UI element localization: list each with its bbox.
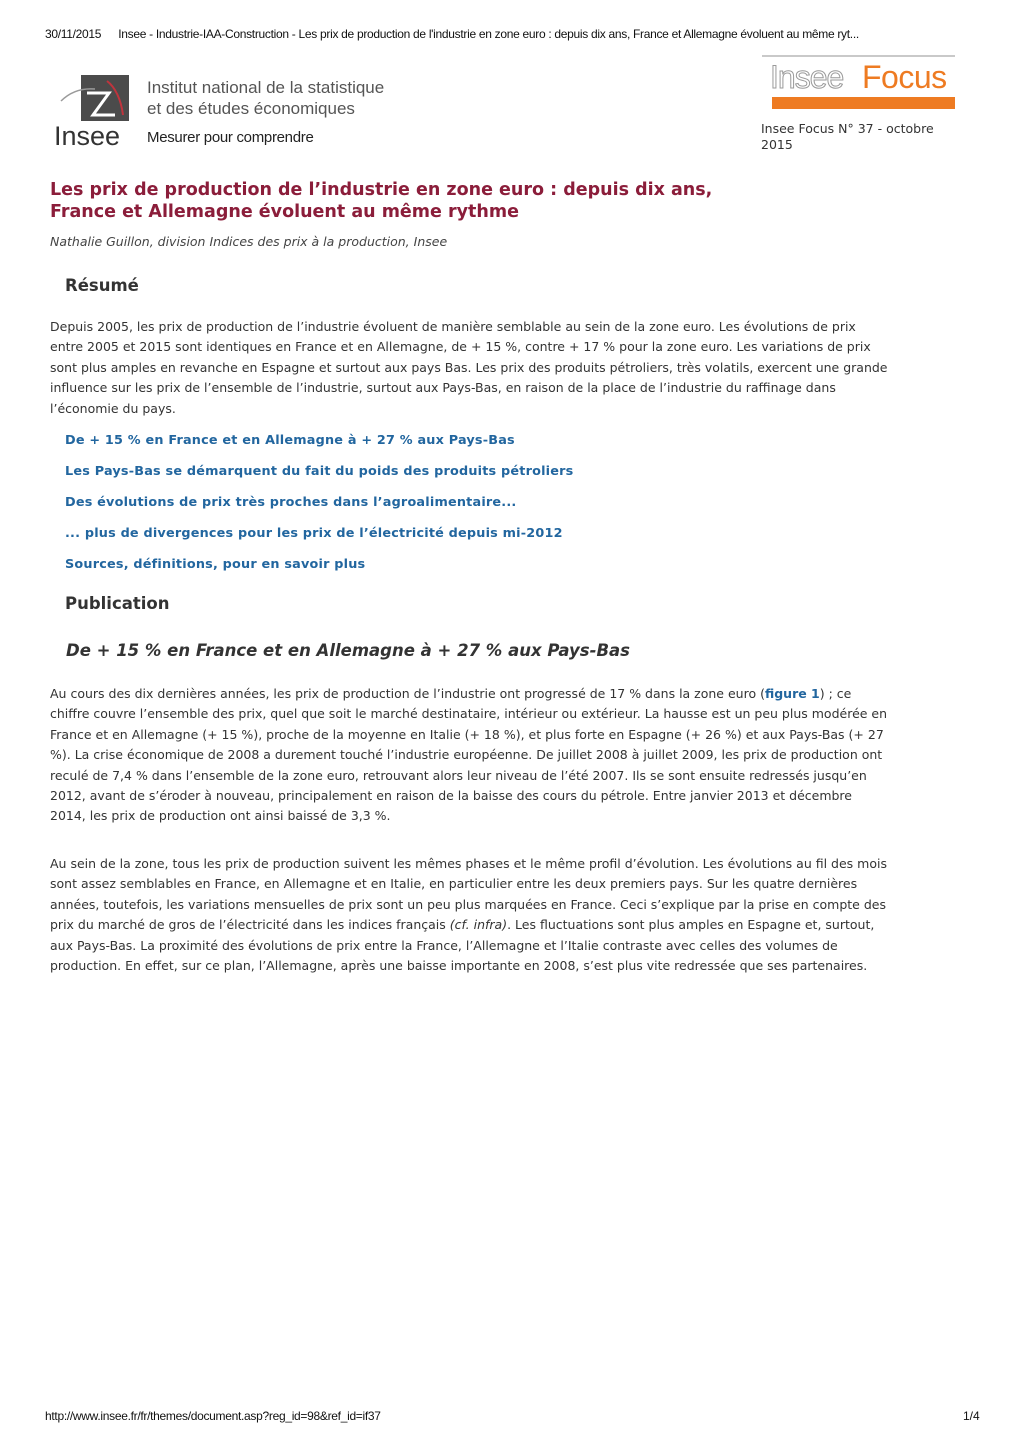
insee-logo[interactable] xyxy=(52,73,412,157)
focus-badge-bar xyxy=(772,97,955,109)
article-author: Nathalie Guillon, division Indices des prix à la production, Insee xyxy=(50,234,448,249)
section-title: De + 15 % en France et en Allemagne à + 27 % aux Pays-Bas xyxy=(66,641,630,660)
insee-wordmark: Insee xyxy=(54,121,121,151)
publication-paragraph-1 xyxy=(50,684,890,827)
insee-logo-icon xyxy=(57,75,129,125)
cf-infra-reference: (cf. infra) xyxy=(449,917,508,933)
toc-link-sources[interactable]: Sources, définitions, pour en savoir plus xyxy=(65,557,366,572)
badge-divider xyxy=(762,55,955,57)
toc-link-agroalimentaire[interactable]: Des évolutions de prix très proches dans l’agroalimentaire... xyxy=(65,495,517,510)
publication-heading: Publication xyxy=(65,594,170,613)
issue-number: Insee Focus N° 37 - octobre 2015 xyxy=(761,121,934,152)
print-footer-url: http://www.insee.fr/fr/themes/document.asp?reg_id=98&ref_id=if37 xyxy=(45,1409,381,1423)
focus-badge-insee: Insee xyxy=(770,59,844,95)
figure-1-link[interactable]: figure 1 xyxy=(764,686,820,701)
toc-item xyxy=(65,491,573,522)
article-title: Les prix de production de l’industrie en zone euro : depuis dix ans, France et Allemagne évoluent au même rythme xyxy=(50,180,713,222)
print-date: 30/11/2015 xyxy=(45,27,102,41)
resume-text: Depuis 2005, les prix de production de l’industrie évoluent de manière semblable au sein de la zone euro. Les évolutions de prix entre 2005 et 2015 sont identiques en France et en Allemagne, de + 15 %, contre + 17 % pour la zone euro. Les variations de prix sont plus amples en revanche en Espagne et surtout aux pays Bas. Les prix des produits pétroliers, très volatils, exercent une grande influence sur les prix de l’ensemble de l’industrie, surtout aux Pays-Bas, en raison de la place de l’industrie du raffinage dans l’économie du pays. xyxy=(50,319,888,416)
institute-name-line2: et des études économiques xyxy=(147,99,355,118)
toc-item xyxy=(65,429,573,460)
institute-name-line1: Institut national de la statistique xyxy=(147,78,385,97)
print-page-number: 1/4 xyxy=(963,1409,980,1423)
toc-list xyxy=(65,429,573,584)
resume-heading: Résumé xyxy=(65,276,139,295)
focus-badge-focus: Focus xyxy=(862,59,947,95)
print-header xyxy=(45,27,985,41)
toc-link-prix-france-allemagne[interactable]: De + 15 % en France et en Allemagne à + 27 % aux Pays-Bas xyxy=(65,433,515,448)
print-doc-title: Insee - Industrie-IAA-Construction - Les prix de production de l'industrie en zone euro : depuis dix ans, France et Allemagne évoluent au même ryt... xyxy=(118,27,859,41)
toc-link-pays-bas-petroliers[interactable]: Les Pays-Bas se démarquent du fait du poids des produits pétroliers xyxy=(65,464,574,479)
insee-tagline: Mesurer pour comprendre xyxy=(147,129,314,146)
paragraph-text: Au cours des dix dernières années, les prix de production de l’industrie ont progressé de 17 % dans la zone euro ( xyxy=(50,686,765,701)
toc-item xyxy=(65,522,573,553)
toc-link-electricite[interactable]: ... plus de divergences pour les prix de l’électricité depuis mi-2012 xyxy=(65,526,563,541)
paragraph-text: . Les fluctuations sont plus amples en Espagne et, surtout, aux Pays-Bas. La proximité des évolutions de prix entre la France, l’Allemagne et l’Italie contraste avec celles des volumes de production. En effet, sur ce plan, l’Allemagne, après une baisse importante en 2008, s’est plus vite redressée que ses partenaires. xyxy=(50,917,875,974)
paragraph-text: Au sein de la zone, tous les prix de production suivent les mêmes phases et le même profil d’évolution. Les évolutions au fil des mois sont assez semblables en France, en Allemagne et en Italie, en particulier entre les deux premiers pays. Sur les quatre dernières années, toutefois, les variations mensuelles de prix sont un peu plus marquées en France. Ceci s’explique par la prise en compte des prix du marché de gros de l’électricité dans les indices français xyxy=(50,856,887,933)
toc-item xyxy=(65,553,573,584)
insee-focus-logo xyxy=(762,53,957,111)
toc-item xyxy=(65,460,573,491)
publication-paragraph-2 xyxy=(50,854,890,976)
paragraph-text: ) ; ce chiffre couvre l’ensemble des prix, quel que soit le marché destinataire, intérieur ou extérieur. La hausse est un peu plus modérée en France et en Allemagne (+ 15 %), proche de la moyenne en Italie (+ 18 %), et plus forte en Espagne (+ 26 %) et aux Pays-Bas (+ 27 %). La crise économique de 2008 a durement touché l’industrie européenne. De juillet 2008 à juillet 2009, les prix de production ont reculé de 7,4 % dans l’ensemble de la zone euro, retrouvant alors leur niveau de l’été 2007. Ils se sont ensuite redressés jusqu’en 2012, avant de s’éroder à nouveau, principalement en raison de la baisse des cours du pétrole. Entre janvier 2013 et décembre 2014, les prix de production ont ainsi baissé de 3,3 %. xyxy=(50,686,888,824)
